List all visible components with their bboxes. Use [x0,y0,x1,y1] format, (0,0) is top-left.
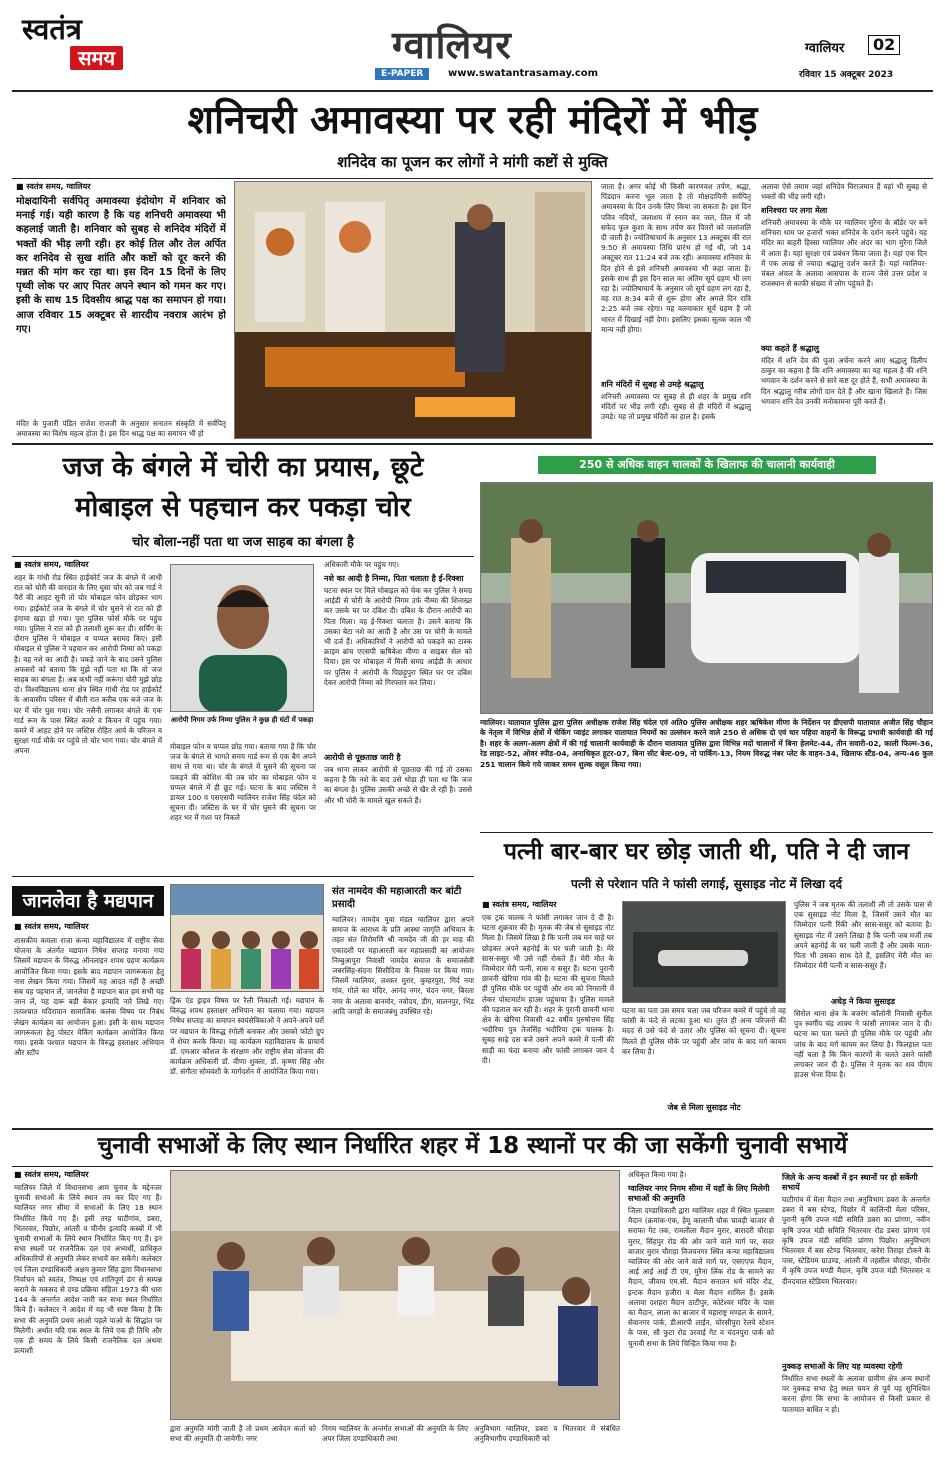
col3-text2: शनिचरी अमावस्या के मौके पर ग्वालियर मुरैना के बॉर्डर पर बने शनिचरा धाम पर हजारों भक्त शनिदेव के दर्शन करने पहुंचे। यह मंदिर का बाहरी हिस्सा ग्वालियर और अंदर का भाग मुरैना जिले में आता है। यहां सुरक्षा एवं प्रबंधन किया जाता है। यहां एक दिन में एक लाख से ज्यादा श्रद्धालु दर्शन करते हैं। यहां ग्वालियर-चंबल अंचल के अलावा आसपास के राज्य जैसे उत्तर प्रदेश व राजस्थान से काफी संख्या में लोग पहुंचते हैं। [761,218,927,289]
divider [12,556,474,557]
accused-illustration [171,565,314,712]
col3-subhead2: आरोपी से पूछताछ जारी है [324,753,401,762]
col3-text2: सिरोल थाना क्षेत्र के बजरंग कॉलोनी निवासी सुनील पुत्र स्वर्गीय चंद्र शाक्य ने फांसी लगाकर जान दे दी। घटना का पता चलते ही पुलिस मौके पर पहुंची और जांच के बाद मर्ग कायम कर लिया है। फिलहाल पता नहीं चला है कि किन कारणों के चलते उसने फांसी लगाकर जान दी है। पुलिस ने मृतक का शव पीएम हाउस भेजा दिया है। [794,1009,932,1080]
subhead: शनिदेव का पूजन कर लोगों ने मांगी कष्टों से मुक्ति [337,153,608,171]
col2-text: मोबाइल फोन व चप्पल छोड़ गया। बताया गया है कि चोर जज के बंगले से भागते समय गार्ड रूम से एक बैग अपने साथ ले गया था। चोर के बंगले में घुसने की सूचना पर पकड़ने की कोशिश की तब चोर का मोबाइल फोन व चप्पल बंगले में ही छूट गई। घटना के बाद जस्टिस ने डायल 100 व एसएसपी ग्वालियर राजेश सिंह चंदेल को सूचना दी। जस्टिस के घर में चोर घुसने की सूचना पर शहर भर में गश्त पर निकले [170,742,316,823]
col2-text: घटना का पता उस समय चला जब परिजन कमरे में पहुंचे तो वह फांसी के फंदे से लटका हुआ था। तुरंत ही अन्य परिजनों की मदद से उसे फंदे से उतार और पुलिस को सूचना दी। सूचना मिलते ही पुलिस मौके पर पहुंची और जांच के बाद मर्ग कायम कर लिया है। [622,1006,786,1056]
col3-text: पुलिस ने जब मृतक की तलाशी ली तो उसके पास से एक सुसाइड नोट मिला है, जिसमें उसने मौत का जिम्मेदार पत्नी रिंकी और सास-ससुर को बताया है। सुसाइड नोट में उसने लिखा है कि पत्नी जब मर्जी तब अपने बहनोई के घर चली जाती है और उसके माता-पिता भी उसका साथ देते हैं, इसलिए मेरी मौत का जिम्मेदार मेरी पत्नी व सास-ससुर हैं। [794,900,932,971]
photo-caption: आरोपी निगम उर्फ निम्मा पुलिस ने कुछ ही घंटों में पकड़ा [170,716,314,724]
traffic-illustration [481,483,933,714]
masthead-city: ग्वालियर [392,23,512,67]
col3-subhead2: क्या कहते हैं श्रद्धालु [761,344,820,353]
col5-subhead: ग्वालियर नगर निगम सीमा में यहाँ के लिए मिलेगी सभाओं की अनुमति [628,1184,770,1203]
divider [12,443,933,445]
logo-bottom: समय [70,46,123,70]
col2-text2: शनिचरी अमावस्या पर सुबह से ही शहर के प्रमुख शनि मंदिरों पर भीड़ लगी रही। सुबह से ही मंदिरों में श्रद्धालु उमड़े। यह तो प्रमुख मंदिरों का हाल है। इसके [601,392,751,422]
col1-text: मंदिर के पुजारी पंडित राजेश राजजी के अनुसार सनातन संस्कृति में सर्वपितृ अमावस्या का विशेष महत्व होता है। इस दिन श्राद्ध पक्ष का समापन भी हो [16,419,226,439]
col3-text2: जब थाना लाकर आरोपी से पूछताछ की गई तो उसका कहना है कि नशे के बाद उसे थोड़ा ही पता था कि जज का बंगला है। पुलिस उसकी अच्छे से खैर ले रही है। उससे और भी चोरी के मामले खुल सकते हैं। [324,765,472,805]
col2-text: जाता है। अगर कोई भी किसी कारणवश तर्पण, श्रद्धा, पिंडदान करना भूल जाता है तो मोक्षदायिनी सर्वपितृ अमावस्या के दिन उनके लिए किया जा सकता है। इस दिन पवित्र नदियों, जलाशय में स्नान कर जल, तिल में जौ सफेद फूल कुशा के साथ तर्पण कर पितरों को जलांजलि दी जाती है। ज्योतिषाचार्य के अनुसार 13 अक्टूबर की रात 9:50 से अमावस्या तिथि प्रारंभ हो गई थी, जो 14 अक्टूबर रात 11:24 बजे तक रही। अमावस्या शनिवार के दिन होने से इसे शनिचरी अमावस्या भी कहा जाता है। इसके साथ ही इस दिन साल का अंतिम सूर्य ग्रहण भी लग रहा है। ज्योतिषाचार्य के अनुसार जो सूर्य ग्रहण लग रहा है, वह रात 8:34 बजे से शुरू होगा और अगले दिन रात्रि 2:25 बजे तक रहेगा। यह वलयाकार सूर्य ग्रहण है जो भारत में दिखाई नहीं देगा। इसलिए इसका सूतक काल भी मान्य नहीं होगा। [601,182,751,334]
lead-paragraph: मोक्षदायिनी सर्वपितृ अमावस्या इंदोयोग में शनिवार को मनाई गई। यही कारण है कि यह शनिचरी अमावस्या भी कहलाई जाती है। शनिवार को सुबह से शनिदेव मंदिरों में भक्तों की भीड़ लगी रही। हर कोई तिल और तेल अर्पित कर शनिदेव से सुख शांति और कष्टों को दूर करने की मन्नत की मांग कर रहा था। इस दिन 15 दिनों के लिए पृथ्वी लोक पर आए पितर अपने स्थान को गमन कर गए। इसी के साथ 15 दिवसीय श्राद्ध पक्ष का समापन हो गया। आज रविवार 15 अक्टूबर से शारदीय नवरात्र आरंभ हो गए। [16,196,226,335]
headline: शनिचरी अमावस्या पर रही मंदिरों में भीड़ [187,98,758,143]
subhead: चोर बोला-नहीं पता था जज साहब का बंगला है [132,535,354,550]
headline: संत नामदेव की महाआरती कर बांटी प्रसादी [332,886,462,910]
headline: जानलेवा है मद्यपान [12,886,164,916]
byline: ■ स्वतंत्र समय, ग्वालियर [482,900,557,909]
col3-text1: घटना स्थल पर मिले मोबाइल को चेक कर पुलिस ने समग्र आईडी से चोरी के आरोपी निगम उर्फ नीम्मा की शिनाख्त कर उसके घर पर दबिश दी। दबिश के दौरान आरोपी का पिता मिला। वह ई-रिक्शा चलाता है। उसने बताया कि उसका बेटा नशे का आदी है और उस पर चोरी के मामले भी दर्ज हैं। अधिकारियों ने आरोपी को पकड़ने का टास्क क्राइम ब्रांच एएसपी ऋषिकेश मीणा व साइबर सेल को दिया। इस पर मोबाइल में मिली समग्र आईडी के आधार पर पुलिस ने आरोपी के पिछड़ूपुरा स्थित घर पर दबिश देकर आरोपी निम्मा को गिरफ्तार कर लिया। [324,586,472,687]
divider [12,1128,933,1130]
byline: ■ स्वतंत्र समय, ग्वालियर [16,182,91,191]
meeting-illustration [171,1171,620,1420]
accused-photo [170,564,314,712]
byline: ■ स्वतंत्र समय, ग्वालियर [14,560,89,569]
col6-subhead1: जिले के अन्य कस्बों में इन स्थानों पर हो सकेंगी सभायें [782,1173,918,1192]
col6-subhead2: नुक्कड़ सभाओं के लिए यह व्यवस्था रहेगी [782,1362,903,1371]
website-link[interactable]: www.swatantrasamay.com [448,68,599,79]
page-number: 02 [868,35,900,55]
story-election-rallies [12,1132,933,1464]
epaper-label: E-PAPER [375,68,429,80]
byline: ■ स्वतंत्र समय, ग्वालियर [14,922,89,931]
story-shanichari-amavasya [12,93,933,446]
temple-illustration [235,182,592,439]
col1-text: ग्वालियर जिले में विधानसभा आम चुनाव के मद्देनजर चुनावी सभाओं के लिये स्थान तय कर दिए गए हैं। ग्वालियर नगर सीमा में सभाओं के लिए 18 स्थान निर्धारित किये गए हैं। इसी तरह घाटीगांव, डबरा, भितरवार, पिछोर, आंतरी व चीनौर इत्यादि कस्बों में भी चुनावी सभाओं के लिये स्थान निर्धारित किए गए हैं। इन सभा स्थलों पर राजनैतिक दल एवं अभ्यर्थी, प्राधिकृत अधिकारियों से अनुमति लेकर सभायें कर सकेंगे। कलेक्टर एवं जिला दण्डाधिकारी अक्षय कुमार सिंह द्वारा विधानसभा निर्वाचन को स्वतंत्र, निष्पक्ष एवं शांतिपूर्ण ढंग से सम्पन्न कराने के मकसद से दण्ड प्रक्रिया संहिता 1973 की धारा 144 के अन्तर्गत आदेश जारी कर सभा स्थल निर्धारित किये हैं। कलेक्टर ने आदेश में यह भी स्पष्ट किया है कि सभा की अनुमति प्रथम आओ पहले पाओ के सिद्धांत पर मिलेगी। अर्थात यदि एक स्थल के लिये एक ही तिथि और एक ही समय के लिये किसी राजनैतिक दल अथवा प्रत्याशी [14,1183,162,1356]
divider [12,178,933,179]
col3-subhead1: नशे का आदी है निम्मा, पिता चलाता है ई-रिक्शा [324,574,464,583]
issue-date: रविवार 15 अक्टूबर 2023 [799,70,894,80]
story-traffic-challans [480,452,933,836]
col3-text0: अधिकारी मौके पर पहुंच गए। [324,560,400,569]
temple-photo [234,181,592,439]
logo [22,14,152,86]
edition-name: ग्वालियर [805,41,845,56]
headline-line2: मोबाइल से पहचान कर पकड़ा चोर [75,492,411,523]
subhead: पत्नी से परेशान पति ने फांसी लगाई, सुसाइड नोट में लिखा दर्द [571,877,842,891]
suicide-photo [622,901,786,1003]
col6-text1: घाटीगांव में मेला मैदान तथा अनुविभाग डबरा के अन्तर्गत डबरा में बस स्टेण्ड, पिछोर में कालिन्दी मेला परिसर, पुरानी कृषि उपज मंडी समिति डबरा का प्रांगण, नवीन कृषि उपज मंडी समिति भितरवार रोड डबरा प्रांगण एवं कृषि उपज मंडी समिति प्रांगण पिछोर। अनुविभाग भितरवार में बस स्टेण्ड भितरवार, करेरा तिराहा टोकने के पास, स्टेडियम ग्राउण्ड, आंतरी में तहसील चौराहा, चीनोर में कृषि उपज मण्डी मैदान, कृषि उपज मंडी भितरवार व दीनदयाल स्टेडियम भितरवार। [782,1195,930,1286]
logo-top: स्वतंत्र [22,12,82,46]
story-husband-suicide [480,838,933,1128]
col6-text2: निर्धारित सभा स्थलों के अलावा ग्रामीण क्षेत्र अन्य स्थानों पर नुक्कड़ सभा हेतु स्थल चयन से पूर्व यह सुनिश्चित करना होगा कि सभा के आयोजन से किसी प्रकार से यातायात बाधित न हो। [782,1374,930,1414]
meeting-photo [170,1170,620,1420]
col2-text: द्वारा अनुमति मांगी जाती है तो प्रथम आवेदन कर्ता को सभा की अनुमति दी जायेगी। नगर [170,1424,316,1444]
headline: पत्नी बार-बार घर छोड़ जाती थी, पति ने दी जान [503,839,910,865]
headline: चुनावी सभाओं के लिए स्थान निर्धारित शहर में 18 स्थानों पर की जा सकेंगी चुनावी सभायें [97,1133,848,1159]
col1-text: शहर के गांधी रोड स्थित हाईकोर्ट जज के बंगले में आधी रात को चोरी की वारदात के लिए घुसा चोर को जब गार्ड ने पैरों की आहट सुनी तो चोर मोबाइल फोन छोड़कर भाग गया। हाईकोर्ट जज के बंगले में चोर घुसने से रात को ही हंगामा खड़ा हो गया। पूरा पुलिस फोर्स मौके पर पहुंच गया। पुलिस ने रात को ही तलाशी शुरू कर दी। सर्चिंग के दौरान पुलिस ने मोबाइल व चप्पल बरामद किए। इसी मोबाइल से पुलिस ने पहचान कर आरोपी निम्मा को पकड़ा है। वह नशे का आदी है। पकड़े जाने के बाद उसने पुलिस अफसरों को बताया कि मुझे नहीं पता था कि वो जज साहब का बंगला है। अब कभी नहीं करूंगा चोरी मुझे छोड़ दो। विश्वविद्यालय थाना क्षेत्र स्थित गांधी रोड पर हाईकोर्ट के आवासीय परिसर में बीती रात करीब एक बजे जज के घर में चोर घुस गया। चोर नसैनी लगाकर बंगले के एक गार्ड रूम के पास स्थित कमरे व किचन में पहुंच गया। कमरे में आहट होने पर जस्टिस रोहित आर्य के परिजन व सुरक्षा गार्ड मौके पर पहुंचे तो चोर भाग गया। चोर बंगले में अपना [14,573,162,756]
col4-text: अनुविभाग ग्वालियर, डबरा व भितरवार में संबंधित अनुविभागीय दण्डाधिकारी को [474,1424,620,1444]
story-namdev-aarti [332,882,474,1122]
college-photo [170,884,324,992]
banner: 250 से अधिक वाहन चालकों के खिलाफ की चालानी कार्यवाही [538,456,876,474]
masthead-rule [12,90,933,92]
col3-subhead: अधेड़ ने किया सुसाइड [830,997,896,1006]
col2-subhead: शनि मंदिरों में सुबह से उमड़े श्रद्धालु [601,380,704,389]
masthead [0,0,945,92]
col3-text: निगम ग्वालियर के अन्तर्गत सभाओं की अनुमति के लिए अपर जिला दण्डाधिकारी तथा [322,1424,468,1444]
students-illustration [171,885,324,992]
text: ग्वालियर। नामदेव युवा मंडल ग्वालियर द्वारा अपने समाज के आराध्य के प्रति आस्था जागृति अभियान के तहत संत शिरोमणि श्री नामदेव जी की हर माह की एकादशी पर महाआरती कर महाप्रसादी का आयोजन निम्बुआपुरा निवासी नामदेव समाज के समाजसेवी जबरसिंह-संदना सिसौदिया के निवास पर किया गया। जिसमें ग्वालियर, लश्कर मुरार, कुम्हरपुरा, गिर्द नया गांव, गोले का मंदिर, आनंद नगर, चंदन नगर, बिरला नगर के अलावा बानमोर, नवोदय, डीग, मालनपुर, भिंड आदि जगहों के समाजबंधु उपस्थित रहे। [332,915,474,1016]
divider [480,832,933,833]
col3-subhead1: शनिश्चरा पर लगा मेला [761,206,828,215]
photo-caption: ग्वालियर। यातायात पुलिस द्वारा पुलिस अधीक्षक राजेश सिंह चंदेल एवं अति0 पुलिस अधीक्षक शहर ऋषिकेश मीणा के निर्देशन पर डीएसपी यातायात अजीत सिंह चौहान के नेतृत्व में विभिन्न क्षेत्रों में चेकिंग प्वाइंट लगाकर यातायात नियमों का उल्लंघन करने वाले 250 से अधिक दो एवं चार पहिया वाहनों के विरूद्ध प्रभावी कार्यवाही की गई है। शहर के अलग-अलग क्षेत्रों में की गई चालानी कार्यवाही के दौरान यातायात पुलिस द्वारा विभिन्न मदों चालानों में बिना हेलमेट-44, तीन सवारी-02, काली फिल्म-36, रेड लाइट-52, ओवर स्पीड-04, अनाधिकृत हूटर-07, बिना सीट बेल्ट-09, नो पार्किंग-13, नियम विरुद्ध नंबर प्लेट के वाहन-34, खिलाफ स्टैंड-04, अन्य-46 कुल 251 चालान किये गये जाकर समन शुल्क वसूल किया गया। [480,718,933,769]
col5-text0: अधिकृत किया गया है। [628,1170,687,1179]
col5-text: जिला दण्डाधिकारी द्वारा ग्वालियर शहर में स्थित फूलबाग मैदान (क्रमांक-एक, हेमू कालानी चौक चावड़ी बाजार से सराफा गेट तक, रामलीला मैदान मुरार, बारादरी चौराहा मुरार, सिंहपुर रोड की ओर जाने वाले मार्ग पर, सदर बाजार मुरार चौराहा विजयनगर स्थित कन्या महाविद्यालय ग्वालियर की ओर जाने वाले मार्ग पर, एसएएफ मैदान, आई आई आई टी एम, मुरैना लिंक रोड के सामने का मैदान, जीवाय एम.सी. मैदान सनातन धर्म मंदिर रोड, इन्टक मैदान हजीरा व मेला मैदान शामिल हैं। इसके अलावा दशहरा मैदान ठाटीपुर, कोटेश्वर मंदिर के पास का मैदान, लाला का बाजार में महाराष्ट्र मण्डल के सामने, सेवानगर पार्क, डीआरपी लाईन, चोरसीपुरा रेलवे स्टेशन के पास, सौ फुटा रोड उरवाई गेट व चंदनपुरा पार्क को चुनावी सभा के लिये चिन्हित किया गया है। [628,1206,774,1348]
divider [12,876,474,877]
story-judge-bungalow [12,450,474,880]
headline-line1: जज के बंगले में चोरी का प्रयास, छूटे [62,452,424,483]
traffic-photo [480,482,933,714]
text-col1: शासकीय कमला राजा कन्या महाविद्यालय में राष्ट्रीय सेवा योजना के अंतर्गत मद्यपान निषेध सप्ताह मनाया गया जिसमें मद्यपान के विरुद्ध ऑनलाइन शपथ ग्रहण कार्यक्रम आयोजित किया गया। इसके बाद मद्यपान जागरूकता हेतु नारा लेखन किया गया। जिसमें यह आदत नहीं है अच्छी सब यह पहचान लें, जानलेवा है मद्यपान बात हम सभी यह जान लें, यह दारू बड़ी बेकार इत्यादि नारे लिखे गए। तत्पश्चात मदिरापान सामाजिक कलंक विषय पर निबंध लेखन कार्यक्रम का आयोजन हुआ। इसी के साथ मद्यपान जागरूकता हेतु पोस्टर मेकिंग कार्यक्रम आयोजित किया गया। इसके पश्चात मद्यपान के विरुद्ध हस्ताक्षर अभियान और स्टॉप [14,936,164,1058]
story-alcohol-awareness [12,882,326,1122]
divider [12,1166,933,1167]
photo-caption: जेब से मिला सुसाइड नोट [667,1103,741,1112]
col3-text3: मंदिर में शनि देव की पूजा अर्चना करने आए श्रद्धालु दिलीप ठाकुर का कहना है कि शनि अमावस्या का यह महत्व है की शनि भगवान के दर्शन करने से सारे कष्ट दूर होते हैं, सभी अमावस्या के दिन श्रद्धालु गरीब लोगों दान देते हैं और खाना खिलाते हैं। जिस भगवान शनि देव उनकी मनोकामना पूरी करते हैं। [761,356,927,406]
col1-text: एक ट्रक चालक ने फांसी लगाकर जान दे दी है। घटना शुक्रवार की है। मृतक की जेब से सुसाइड नोट मिला है। जिसमें लिखा है कि पत्नी जब मन चाहे घर छोड़कर अपने बहनोई के घर चली जाती है। मेरे सास-ससुर भी उसे नहीं रोकते हैं। मेरी मौत के जिम्मेदार मेरी पत्नी, सास व ससुर हैं। घटना पुरानी छावनी खेरिया गांव की है। घटना की सूचना मिलते ही पुलिस मौके पर पहुंची और शव को निगरानी में लेकर पोस्टमार्टम हाउस पहुंचाया है। पुलिस मामले की पड़ताल कर रही है। शहर के पुरानी छावनी थाना क्षेत्र के खेरिया निवासी 42 वर्षीय पुरुषोत्तम सिंह भदौरिया पुत्र तेजसिंह भदौरिया ट्रक चालक है। सुबह साढ़े दस बजे उसने अपने कमरे में पत्नी की साड़ी का फंदा बनाया और फांसी लगाकर जान दे दी। [482,913,614,1065]
vehicle-illustration [623,902,786,1003]
byline: ■ स्वतंत्र समय, ग्वालियर [14,1170,89,1179]
text-col2: ड्रिंक एंड ड्राइव विषय पर रैली निकाली गई। मद्यपान के विरुद्ध शपथ हस्ताक्षर अभियान का चलाया गया। मद्यपान निषेध सप्ताह का समापन स्वयंसेविकाओं ने अपने-अपने घरों पर मद्यपान के विरुद्ध रंगोली बनाकर और उसको फोटो ग्रुप में शेयर करके किया। यह कार्यक्रम महाविद्यालय के प्राचार्य डॉ. एमआर कौशल के संरक्षण और राष्ट्रीय सेवा योजना की कार्यक्रम अधिकारी डॉ. वीणा शुक्ला, डॉ. कृष्णा सिंह और डॉ. संगीता सोमवंशी के मार्गदर्शन में आयोजित किया गया। [170,996,324,1077]
col3-text: अलावा ऐसे तमाम जहां शनिदेव विराजमान हैं वहां भी सुबह से भक्तों की भीड़ लगी रही। [761,182,927,202]
